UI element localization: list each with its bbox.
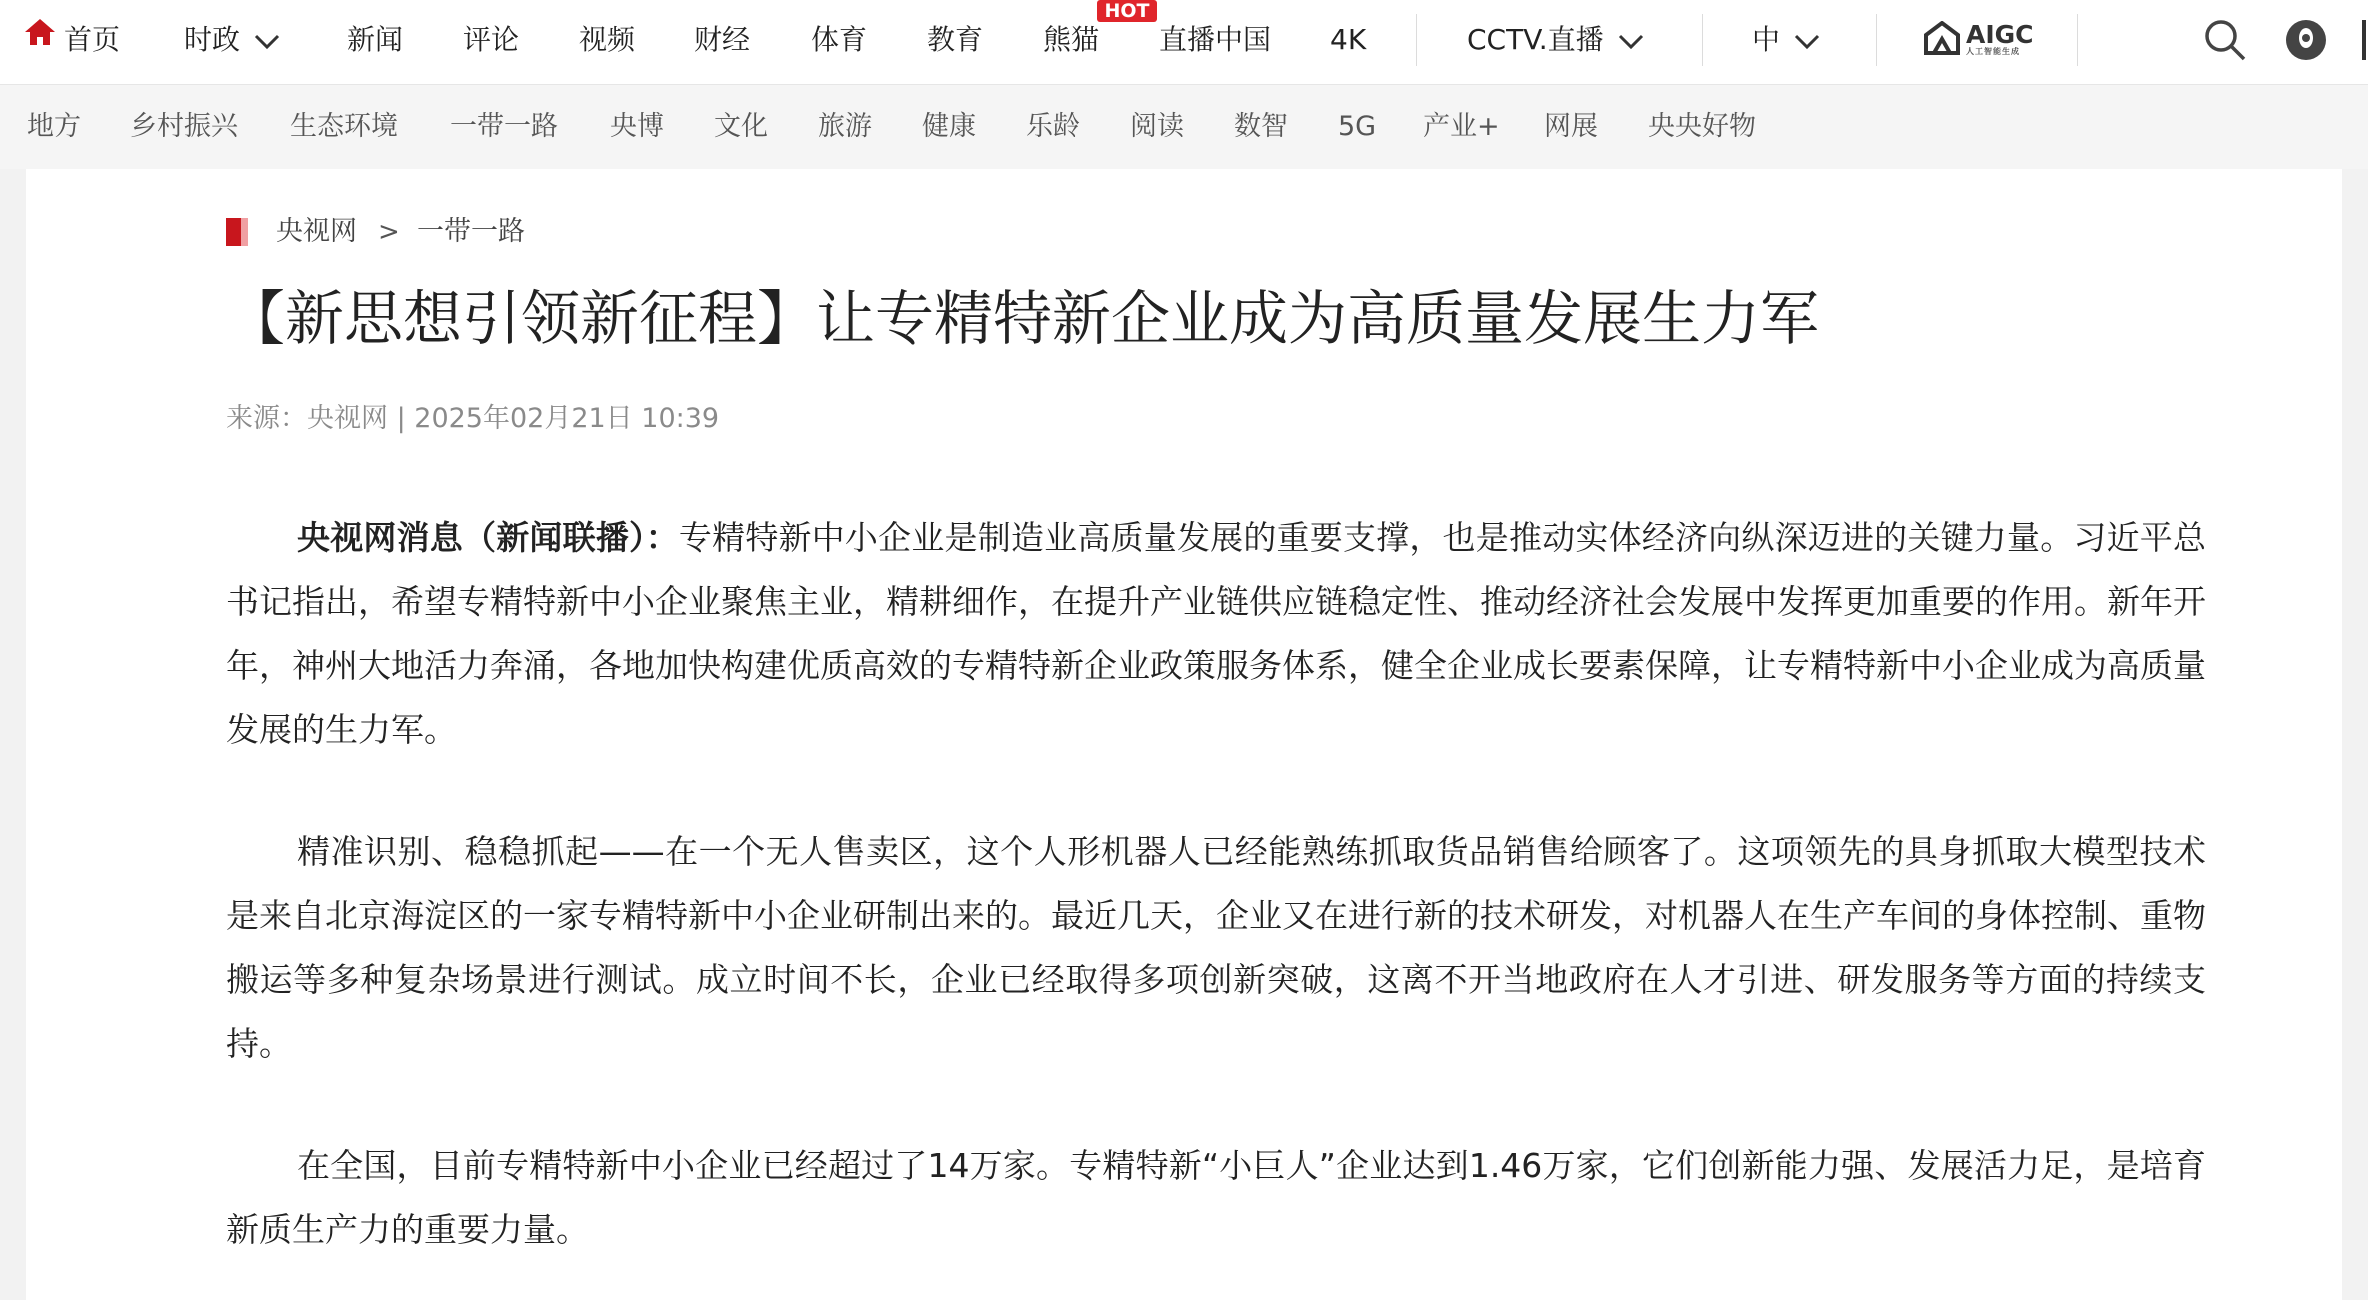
hot-badge: HOT <box>1097 0 1157 22</box>
aigc-text <box>1966 20 2034 57</box>
nav-zhibo-zhongguo[interactable]: 直播中国 <box>1159 23 1272 56</box>
nav-caijing[interactable]: 财经 <box>694 23 751 56</box>
nav-shizheng[interactable] <box>184 18 280 62</box>
nav-edge-mark <box>2362 20 2366 60</box>
nav-shipin[interactable]: 视频 <box>579 23 636 56</box>
subnav-item[interactable]: 乡村振兴 <box>130 111 238 142</box>
article-paragraph: 在全国，目前专精特新中小企业已经超过了14万家。专精特新“小巨人”企业达到1.46万家，它们创新能力强、发展活力足，是培育新质生产力的重要力量。 <box>226 1146 2206 1249</box>
aigc-label: AIGC <box>1966 20 2034 49</box>
subnav-item[interactable]: 网展 <box>1544 111 1598 142</box>
article-meta: 来源：央视网 | 2025年02月21日 10:39 <box>226 403 720 434</box>
nav-tiyu[interactable]: 体育 <box>811 23 868 56</box>
article-lead: 央视网消息（新闻联播）： <box>297 518 679 557</box>
subnav-item[interactable]: 央央好物 <box>1648 111 1756 142</box>
subnav-item[interactable]: 生态环境 <box>290 111 398 142</box>
subnav-item[interactable]: 乐龄 <box>1026 111 1080 142</box>
article-title: 【新思想引领新征程】让专精特新企业成为高质量发展生力军 <box>226 284 1820 353</box>
breadcrumb-separator: > <box>378 217 400 247</box>
subnav-item[interactable]: 数智 <box>1234 111 1288 142</box>
article-body <box>226 506 2206 1262</box>
breadcrumb-flag-icon <box>226 218 248 246</box>
nav-divider <box>2077 14 2078 66</box>
home-icon <box>24 16 56 60</box>
chevron-down-icon <box>1794 19 1820 63</box>
subnav-item[interactable]: 健康 <box>922 111 976 142</box>
article-paragraph <box>226 506 2206 762</box>
nav-cctv-live[interactable] <box>1467 18 1644 62</box>
page-left-gutter <box>0 169 26 1300</box>
article-paragraph: 精准识别、稳稳抓起——在一个无人售卖区，这个人形机器人已经能熟练抓取货品销售给顾客了。这项领先的具身抓取大模型技术是来自北京海淀区的一家专精特新中小企业研制出来的。最近几天，企业又在进行新的技术研发，对机器人在生产车间的身体控制、重物搬运等多种复杂场景进行测试。成立时间不长，企业已经取得多项创新突破，这离不开当地政府在人才引进、研发服务等方面的持续支持。 <box>226 832 2206 1063</box>
nav-jiaoyu[interactable]: 教育 <box>927 23 984 56</box>
sub-navigation <box>0 85 2368 169</box>
nav-home-label: 首页 <box>64 23 121 56</box>
paragraph-text: 专精特新中小企业是制造业高质量发展的重要支撑，也是推动实体经济向纵深迈进的关键力量。习近平总书记指出，希望专精特新中小企业聚焦主业，精耕细作，在提升产业链供应链稳定性、推动经济社会发展中发挥更加重要的作用。新年开年，神州大地活力奔涌，各地加快构建优质高效的专精特新企业政策服务体系，健全企业成长要素保障，让专精特新中小企业成为高质量发展的生力军。 <box>226 518 2207 749</box>
chevron-down-icon <box>254 19 280 63</box>
page-right-gutter <box>2342 169 2368 1300</box>
nav-shizheng-label: 时政 <box>184 23 241 56</box>
subnav-item[interactable]: 旅游 <box>818 111 872 142</box>
aigc-logo[interactable] <box>1924 20 2034 60</box>
chevron-down-icon <box>1618 19 1644 63</box>
search-icon[interactable] <box>2203 18 2247 62</box>
user-icon[interactable] <box>2284 18 2328 62</box>
subnav-item[interactable]: 文化 <box>714 111 768 142</box>
top-navigation <box>0 0 2368 85</box>
nav-home[interactable] <box>24 18 120 62</box>
nav-4k[interactable]: 4K <box>1330 23 1367 56</box>
nav-divider <box>1702 14 1703 66</box>
subnav-item[interactable]: 5G <box>1338 111 1377 142</box>
aigc-icon <box>1924 21 1960 59</box>
subnav-item[interactable]: 阅读 <box>1130 111 1184 142</box>
nav-pinglun[interactable]: 评论 <box>463 23 520 56</box>
breadcrumb-current-link[interactable]: 一带一路 <box>417 216 525 247</box>
aigc-sub-label: 人工智能生成 <box>1966 47 2020 56</box>
nav-divider <box>1416 14 1417 66</box>
nav-xiongmao[interactable]: 熊猫 <box>1043 23 1100 56</box>
breadcrumb-home-link[interactable]: 央视网 <box>276 216 357 247</box>
nav-divider <box>1876 14 1877 66</box>
subnav-item[interactable]: 地方 <box>27 111 81 142</box>
language-selector[interactable] <box>1752 18 1820 62</box>
nav-cctv-live-label: CCTV.直播 <box>1467 23 1604 56</box>
language-label: 中 <box>1752 23 1781 56</box>
subnav-item[interactable]: 央博 <box>610 111 664 142</box>
subnav-item[interactable]: 产业+ <box>1423 111 1500 142</box>
nav-xinwen[interactable]: 新闻 <box>347 23 404 56</box>
subnav-item[interactable]: 一带一路 <box>450 111 558 142</box>
